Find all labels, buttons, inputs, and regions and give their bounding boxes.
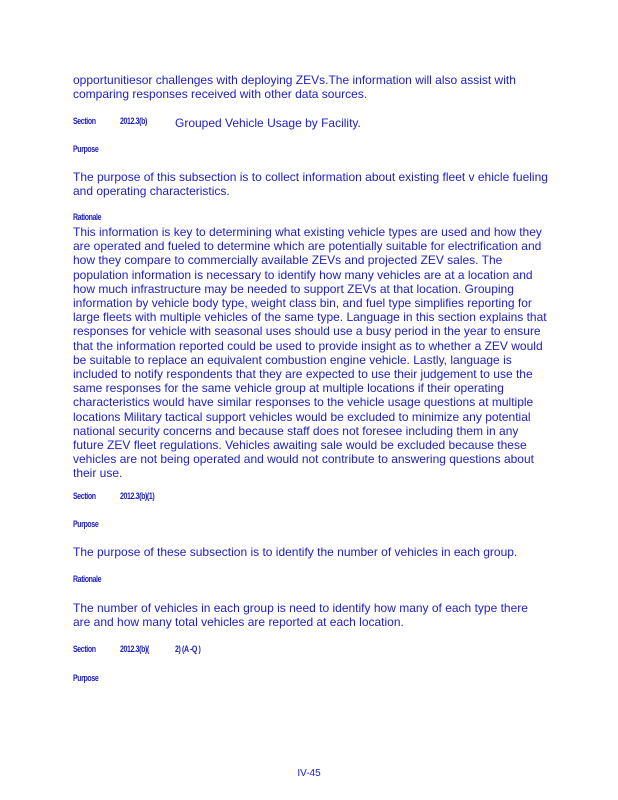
section-title: Grouped Vehicle Usage by Facility. <box>175 116 361 130</box>
page-number: IV-45 <box>297 768 321 779</box>
section-label: Section <box>73 116 96 126</box>
section-number: 2012.3(b)( <box>120 644 149 654</box>
rationale-paragraph-2: The number of vehicles in each group is need to identify how many of each type there are and how many total vehicles are reported at each location. <box>73 601 528 630</box>
section-number: 2012.3(b) <box>120 116 147 126</box>
intro-paragraph: opportunitiesor challenges with deploying ZEVs.The information will also assist with comparing responses received with other data sources. <box>73 73 516 102</box>
purpose-label: Purpose <box>73 673 99 683</box>
section-label: Section <box>73 644 96 654</box>
section-label: Section <box>73 491 96 501</box>
rationale-paragraph-1: This information is key to determining what existing vehicle types are used and how they are operated and fueled to determine which are potentially suitable for electrification and how they compare to commercially available ZEVs and projected ZEV sales. The population information is necessary to identify how many vehicles are at a location and how much infrastructure may be needed to support ZEVs at that location. Grouping information by vehicle body type, weight class bin, and fuel type simplifies reporting for large fleets with multiple vehicles of the same type. Language in this section explains that responses for vehicle with seasonal uses should use a busy period in the year to ensure that the information reported could be used to provide insight as to whether a ZEV would be suitable to replace an equivalent combustion engine vehicle. Lastly, language is included to notify respondents that they are expected to use their judgement to use the same responses for the same vehicle group at multiple locations if their operating characteristics would have similar responses to the vehicle usage questions at multiple locations Military tactical support vehicles would be excluded to minimize any potential national security concerns and because staff does not foresee including them in any future ZEV fleet regulations. Vehicles awaiting sale would be excluded because these vehicles are not being operated and would not contribute to answering questions about their use. <box>73 225 547 481</box>
rationale-label: Rationale <box>73 574 102 584</box>
section-number: 2012.3(b)(1) <box>120 491 155 501</box>
purpose-paragraph-2: The purpose of these subsection is to identify the number of vehicles in each group. <box>73 545 518 559</box>
rationale-label: Rationale <box>73 212 102 222</box>
purpose-label: Purpose <box>73 519 99 529</box>
section-subtitle: 2) (A -Q ) <box>175 644 201 654</box>
purpose-paragraph-1: The purpose of this subsection is to collect information about existing fleet v ehicle fueling and operating characteristics. <box>73 170 548 199</box>
purpose-label: Purpose <box>73 144 99 154</box>
